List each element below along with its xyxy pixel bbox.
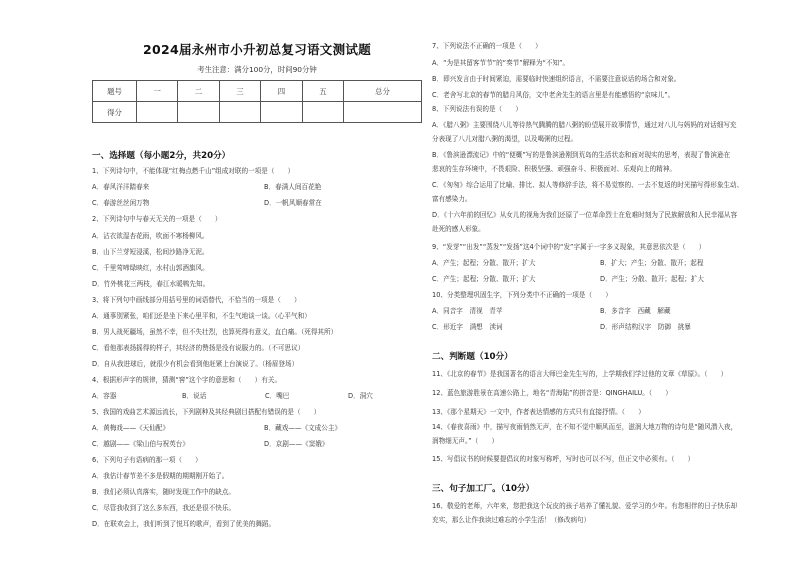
option[interactable]: C．嘴巴 [265,392,290,400]
judgment-item[interactable]: 13、《那个星期天》一文中，作者表达情感的方式只有直接抒情。（ ） [432,408,645,416]
option[interactable]: A．容器 [92,392,117,400]
score-table-header-row [93,81,422,102]
page-title: 2024届永州市小升初总复习语文测试题 [143,42,371,57]
exam-notice: 考生注意：满分100分，时间90分钟 [197,65,317,74]
score-cell: 五 [302,81,343,102]
option[interactable]: D．自从我进球后，就很少有机会看到他赶紧上台演说了。（杨眉登场） [92,360,299,368]
option[interactable]: D．产生；分散、散开；起程；扩大 [600,275,704,283]
option[interactable]: A．沾衣欲湿杏花雨，吹面不寒杨柳风。 [92,232,209,240]
option[interactable]: B．藏戏——《文成公主》 [264,424,342,432]
option[interactable]: D．京剧——《窦娥》 [264,440,329,448]
score-cell: 一 [137,81,178,102]
option[interactable]: D．在联欢会上，我们听到了悦耳的歌声，看到了优美的舞蹈。 [92,520,276,528]
question: 9、“发芽”“出发”“蒸发”“发扬”这4个词中的“发”字属于一字多义现象，其意思依次是（ ） [432,243,706,251]
score-input-cell[interactable] [219,102,260,123]
score-cell: 二 [178,81,219,102]
option[interactable]: C．尽管我收到了这么多东西，我还是很不快乐。 [92,504,236,512]
option[interactable]: D．洞穴 [348,392,373,400]
section-heading: 一、选择题（每小题2分，共20分） [92,151,231,161]
question: 2、下列诗句中与春天无关的一项是（ ） [92,215,222,223]
option[interactable]: B．春满人间百花艳 [264,183,322,191]
option[interactable]: D．一帆风顺春常在 [264,199,322,207]
question: 4、根据形声字的规律，猜测“窖”这个字的意思和（ ）有关。 [92,376,282,384]
option[interactable]: C．老舍写北京的春节的腊月风俗，文中老舍先生的语言里是有能感悟的“京味儿”。 [432,91,675,99]
option[interactable]: A．我估计春节差不多是假期的期期刚开始了。 [92,472,229,480]
option[interactable]: C．产生；起程；分散、散开；扩大 [432,275,536,283]
option-row [92,440,328,449]
option[interactable]: C．春游丝丝闲万物 [92,199,150,207]
judgment-item[interactable]: 15、写倡议书的时候要提倡议的对象写称呼，写时也可以不写，但正文中必须有。（ ） [432,455,695,463]
option-row [432,275,704,284]
score-input-cell[interactable] [344,102,422,123]
option[interactable]: B．多音字 西藏 解藏 [600,307,671,315]
option[interactable]: C．形近字 满想 渎词 [432,323,503,331]
option-continued: 分表现了八儿对腊八粥的渴望，以及喝粥的过程。 [432,135,578,143]
option[interactable]: C．千里莺啼绿映红，水村山郭酒旗风。 [92,264,209,272]
score-cell: 总分 [344,81,422,102]
option-row [92,183,321,192]
question: 10、分类整理巩固生字，下列分类中不正确的一项是（ ） [432,291,612,299]
sentence-task-continued: 充实，那么让作我读过难忘的小学生活！（修改病句） [432,516,591,524]
option-continued: 富有感染力。 [432,195,472,203]
option-row [432,323,691,332]
judgment-item[interactable]: 11、《北京的春节》是我国著名的语言大师巴金先生写的，上学期我们学过他的文章《草原》。（ ） [432,370,728,378]
score-input-cell[interactable] [302,102,343,123]
score-cell: 三 [219,81,260,102]
question: 8、下列说法有误的是（ ） [432,105,522,113]
sentence-task: 16、敬爱的老师，六年来，您把我这个玩皮的孩子培养了懂礼貌、爱学习的少年。有您相伴的日子快乐却 [432,502,738,510]
option[interactable]: B．山下兰芽短浸溪，松间沙路净无泥。 [92,248,209,256]
score-row-label: 得分 [93,102,137,123]
option-row [432,307,670,316]
option[interactable]: B．说话 [182,392,207,400]
score-table [92,80,422,123]
judgment-item[interactable]: 14、《春夜喜雨》中，描写夜雨悄然无声，在不知不觉中顺风而至，滋润大地万物的诗句是“随风潜入夜， [432,423,738,431]
option-continued: 悲哀的生存环境中，不畏艰险、积极坚强、顽强奋斗、积极面对、乐观向上的精神。 [432,165,676,173]
score-table-row [93,102,422,123]
option[interactable]: B．扩大；产生；分散、散开；起程 [600,259,704,267]
option[interactable]: D．竹外桃花三两枝，春江水暖鸭先知。 [92,280,210,288]
option[interactable]: B．即兴发言由于时间紧迫，需要临时快速组织语言，不需要注意说话的场合和对象。 [432,75,681,83]
option[interactable]: B．男人战死疆场，虽然不幸，但不失壮烈，也算死得有意义，直白痛。（死得其所） [92,328,338,336]
question: 3、将下列句中画线部分用括号里的词语替代，不恰当的一项是（ ） [92,296,301,304]
score-input-cell[interactable] [261,102,302,123]
option[interactable]: A．黄梅戏——《天仙配》 [92,424,170,432]
score-input-cell[interactable] [178,102,219,123]
option[interactable]: B．我们必须认真落实，随时发现工作中的缺点。 [92,488,235,496]
score-cell: 四 [261,81,302,102]
option[interactable]: A．春风洋洋踏春来 [92,183,150,191]
section-heading: 三、句子加工厂。（10分） [432,484,535,494]
score-input-cell[interactable] [137,102,178,123]
question: 6、下列句子有语病的那一项（ ） [92,456,202,464]
option[interactable]: B．《鲁滨逊漂流记》中的“便概”写的是鲁滨逊刚到荒岛的生活状态和面对现实的思考，表现了鲁滨逊在 [432,151,731,159]
option[interactable]: D．形声结构汉字 防御 挑暴 [600,323,691,331]
option[interactable]: A．《腊八粥》主要围绕八儿等待热气腾腾的腊八粥的盼望展开故事情节，通过对八儿与妈妈的对话细写充 [432,121,737,129]
option[interactable]: A．通事别紧张，咱们还是坐下来心里平和，不生气地谈一谈。（心平气和） [92,312,311,320]
option[interactable]: A．“为是其留客节节”的“奏节”解释为“不知”。 [432,59,570,67]
option[interactable]: C．看他那表扬摇得的样子，其经济的赞扬是没有说服力的。（不可思议） [92,344,305,352]
option-row [92,424,341,433]
judgment-item-continued: 润物细无声。”（ ） [432,437,499,445]
judgment-item[interactable]: 12、蓝色旅游胜景在高速公路上，地名“青海陆”的拼音是：QINGHAILU。（ ） [432,389,672,397]
question: 1、下列诗句中，不能体现“红梅点燃千山”组成对联的一项是（ ） [92,167,295,175]
option[interactable]: C．《匆匆》综合运用了比喻、排比、拟人等修辞手法，将不易觉察的、一去不复返的时光描写得形象生动、 [432,181,744,189]
option-continued: 赴死的感人形象。 [432,225,485,233]
option-row [92,392,373,401]
option-row [92,199,322,208]
option[interactable]: C．越剧——《梁山伯与祝英台》 [92,440,189,448]
question: 7、下列说法不正确的一项是（ ） [432,42,542,50]
option[interactable]: A．产生；起程；分散、散开；扩大 [432,259,536,267]
question: 5、我国的戏曲艺术源远流长，下列剧种及其经典剧目搭配有错误的是（ ） [92,408,321,416]
section-heading: 二、判断题（10分） [432,352,513,362]
option[interactable]: D．《十六年前的回忆》从女儿的视角为我们还原了一位革命烈士在危难时刻为了民族解放和人民幸福从容 [432,211,738,219]
score-cell: 题号 [93,81,137,102]
option-row [432,259,703,268]
option[interactable]: A．同音字 清视 青苹 [432,307,503,315]
